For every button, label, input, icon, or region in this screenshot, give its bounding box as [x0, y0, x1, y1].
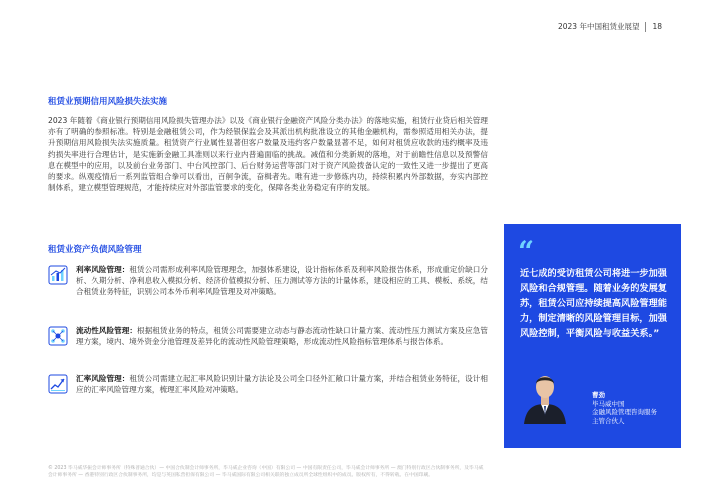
quote-callout — [504, 224, 681, 448]
person-caption — [592, 391, 657, 425]
section-heading-alm: 租赁业资产负债风险管理 — [48, 245, 142, 255]
risk-text-fx: 租赁公司需建立起汇率风险识别计量方法论及公司全口径外汇敞口计量方案，并结合租赁业务特征，设计相应的汇率风险管理方案，梳理汇率风险对冲策略。 — [76, 374, 489, 395]
fx-trend-chart-icon — [48, 374, 68, 394]
copyright-footer: © 2023 毕马威华振会计师事务所（特殊普通合伙）— 中国合伙制会计师事务所，毕马威企业咨询（中国）有限公司 — 中国有限责任公司，毕马威会计师事务所 — 澳门特别行政区合伙制事务所，及毕马威会计师事务所 — 香港特别行政区合伙制事务所，均是与英国私营担保有限公司 — 毕马威国际有限公司相关联的独立成员所全球性组织中的成员。版权所有，不得转载。在中国印刷。 — [48, 466, 484, 478]
risk-item-liquidity — [48, 325, 488, 347]
risk-text-interest-rate: 租赁公司需形成利率风险管理理念，加强体系建设，设计指标体系及利率风险报告体系，形成重定价缺口分析、久期分析、净利息收入模拟分析、经济价值模拟分析、压力测试等方法的计量体系，建设相应的工具、模板、系统，结合租赁业务特征，识别公司本外币利率风险管理及对冲策略。 — [76, 265, 489, 297]
section-ecl-paragraph: 2023 年随着《商业银行预期信用风险损失管理办法》以及《商业银行金融资产风险分类办法》的落地实施，租赁行业贷后相关管理亦有了明确的参照标准。特别是金融租赁公司，作为经银保监会及其派出机构批准设立的其他金融机构，需参照适用相关办法，提升预期信用风险损失法实施质量。租赁资产行业属性显著但客户数量及违约客户数量显著不足，如何对租赁应收款的违约概率及违约损失率进行合理估计，是实施新金融工具准则以来行业内普遍面临的挑战。减值和分类新规的落地，对于前瞻性信息以及预警信息在模型中的应用，以及前台业务部门、中台风控部门、后台财务运营等部门对于资产风险拨备认定的一致性又进一步提出了更高的要求。纵观疫情后一系列监管组合拳可以看出，百舸争流，奋楫者先。唯有进一步修炼内功，持续积累内外部数据，夯实内部控制体系，建立模型管理规范，才能持续应对外部监管要求的变化，保障各类业务稳定有序的发展。 — [48, 116, 488, 193]
risk-item-interest-rate — [48, 264, 488, 298]
person-org: 毕马威中国 — [592, 399, 625, 408]
quote-text: 近七成的受访租赁公司将进一步加强风险和合规管理。随着业务的发展复苏，租赁公司应持续提高风险管理能力，制定清晰的风险管理目标，加强风险控制，平衡风险与收益关系。” — [520, 268, 667, 339]
page-header — [558, 21, 662, 32]
person-dept: 金融风险管理咨询服务 — [592, 408, 657, 416]
page-number: 18 — [652, 22, 662, 31]
person-role: 主管合伙人 — [592, 416, 625, 425]
quote-mark: “ — [518, 235, 535, 268]
section-heading-ecl: 租赁业预期信用风险损失法实施 — [48, 97, 168, 107]
risk-text-liquidity: 根据租赁业务的特点，租赁公司需要建立动态与静态流动性缺口计量方案、流动性压力测试方案及应急管理方案，境内、境外资金分池管理及差异化的流动性风险管理策略，形成流动性风险指标管理体系与报告体系。 — [76, 326, 488, 347]
interest-rate-chart-icon — [48, 265, 68, 285]
liquidity-network-icon — [48, 326, 68, 346]
risk-title-liquidity: 流动性风险管理： — [76, 326, 138, 335]
report-title: 2023 年中国租赁业展望 — [557, 22, 640, 31]
risk-title-interest-rate: 利率风险管理： — [76, 265, 130, 274]
person-photo — [520, 364, 570, 424]
header-divider — [645, 22, 646, 32]
person-name: 曹劲 — [592, 391, 605, 399]
risk-item-fx — [48, 373, 488, 395]
risk-title-fx: 汇率风险管理： — [76, 374, 130, 383]
